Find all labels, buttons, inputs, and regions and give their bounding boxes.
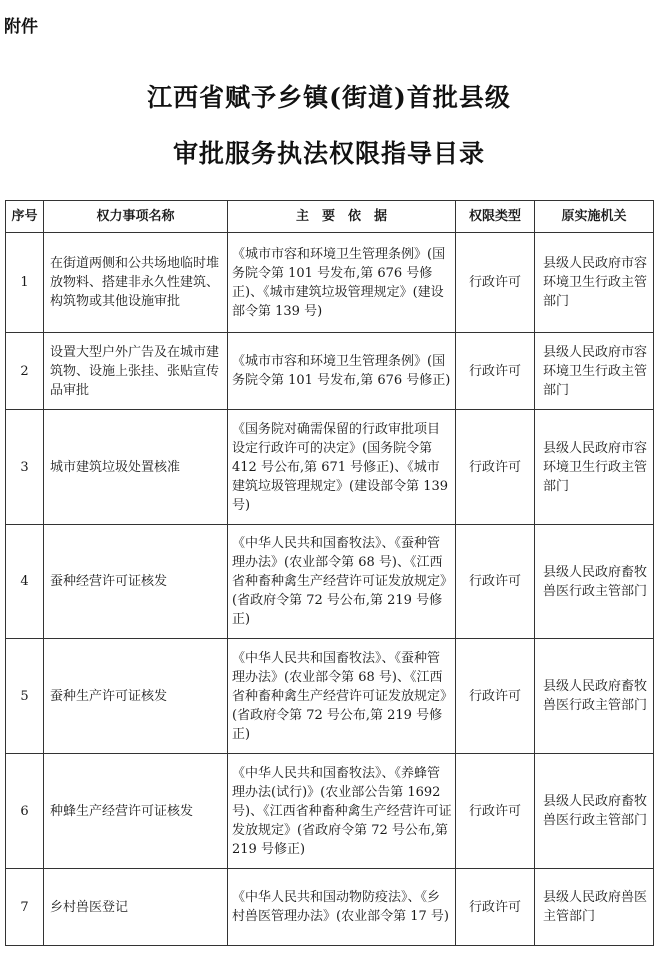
cell-org: 县级人民政府畜牧兽医行政主管部门 xyxy=(535,754,654,869)
cell-basis: 《国务院对确需保留的行政审批项目设定行政许可的决定》(国务院令第 412 号公布,第 671 号修正)、《城市建筑垃圾管理规定》(建设部令第 139 号) xyxy=(228,410,456,525)
cell-type: 行政许可 xyxy=(456,333,535,410)
table-row xyxy=(6,639,654,754)
column-header-type: 权限类型 xyxy=(456,201,535,233)
cell-type: 行政许可 xyxy=(456,233,535,333)
cell-org: 县级人民政府市容环境卫生行政主管部门 xyxy=(535,233,654,333)
cell-no: 7 xyxy=(6,869,44,946)
document-title-line-1: 江西省赋予乡镇(街道)首批县级 xyxy=(147,83,511,112)
cell-no: 5 xyxy=(6,639,44,754)
cell-name: 种蜂生产经营许可证核发 xyxy=(44,754,228,869)
column-header-name: 权力事项名称 xyxy=(44,201,228,233)
cell-type: 行政许可 xyxy=(456,410,535,525)
column-header-basis: 主 要 依 据 xyxy=(228,201,456,233)
cell-no: 3 xyxy=(6,410,44,525)
cell-type: 行政许可 xyxy=(456,869,535,946)
cell-no: 1 xyxy=(6,233,44,333)
table-row xyxy=(6,410,654,525)
cell-basis: 《城市市容和环境卫生管理条例》(国务院令第 101 号发布,第 676 号修正) xyxy=(228,333,456,410)
cell-no: 6 xyxy=(6,754,44,869)
cell-basis: 《中华人民共和国畜牧法》、《蚕种管理办法》(农业部令第 68 号)、《江西省种畜种禽生产经营许可证发放规定》(省政府令第 72 号公布,第 219 号修正) xyxy=(228,639,456,754)
table-row xyxy=(6,525,654,639)
cell-org: 县级人民政府市容环境卫生行政主管部门 xyxy=(535,410,654,525)
cell-no: 2 xyxy=(6,333,44,410)
cell-type: 行政许可 xyxy=(456,754,535,869)
table-row xyxy=(6,754,654,869)
cell-name: 蚕种生产许可证核发 xyxy=(44,639,228,754)
cell-type: 行政许可 xyxy=(456,525,535,639)
document-title-line-2: 审批服务执法权限指导目录 xyxy=(172,139,485,168)
authority-catalog-table xyxy=(5,200,654,946)
cell-org: 县级人民政府兽医主管部门 xyxy=(535,869,654,946)
table-header-row xyxy=(6,201,654,233)
cell-name: 乡村兽医登记 xyxy=(44,869,228,946)
cell-org: 县级人民政府市容环境卫生行政主管部门 xyxy=(535,333,654,410)
column-header-org: 原实施机关 xyxy=(535,201,654,233)
cell-basis: 《中华人民共和国畜牧法》、《蚕种管理办法》(农业部令第 68 号)、《江西省种畜种禽生产经营许可证发放规定》(省政府令第 72 号公布,第 219 号修正) xyxy=(228,525,456,639)
cell-basis: 《中华人民共和国畜牧法》、《养蜂管理办法(试行)》(农业部公告第 1692 号)、《江西省种畜种禽生产经营许可证发放规定》(省政府令第 72 号公布,第 219 号修正) xyxy=(228,754,456,869)
table-row xyxy=(6,333,654,410)
cell-no: 4 xyxy=(6,525,44,639)
cell-basis: 《城市市容和环境卫生管理条例》(国务院令第 101 号发布,第 676 号修正)、《城市建筑垃圾管理规定》(建设部令第 139 号) xyxy=(228,233,456,333)
cell-name: 在街道两侧和公共场地临时堆放物料、搭建非永久性建筑、构筑物或其他设施审批 xyxy=(44,233,228,333)
cell-name: 城市建筑垃圾处置核准 xyxy=(44,410,228,525)
cell-org: 县级人民政府畜牧兽医行政主管部门 xyxy=(535,639,654,754)
cell-type: 行政许可 xyxy=(456,639,535,754)
cell-name: 设置大型户外广告及在城市建筑物、设施上张挂、张贴宣传品审批 xyxy=(44,333,228,410)
table-row xyxy=(6,869,654,946)
column-header-no: 序号 xyxy=(6,201,44,233)
cell-basis: 《中华人民共和国动物防疫法》、《乡村兽医管理办法》(农业部令第 17 号) xyxy=(228,869,456,946)
attachment-label: 附件 xyxy=(4,17,38,37)
cell-name: 蚕种经营许可证核发 xyxy=(44,525,228,639)
table-row xyxy=(6,233,654,333)
cell-org: 县级人民政府畜牧兽医行政主管部门 xyxy=(535,525,654,639)
